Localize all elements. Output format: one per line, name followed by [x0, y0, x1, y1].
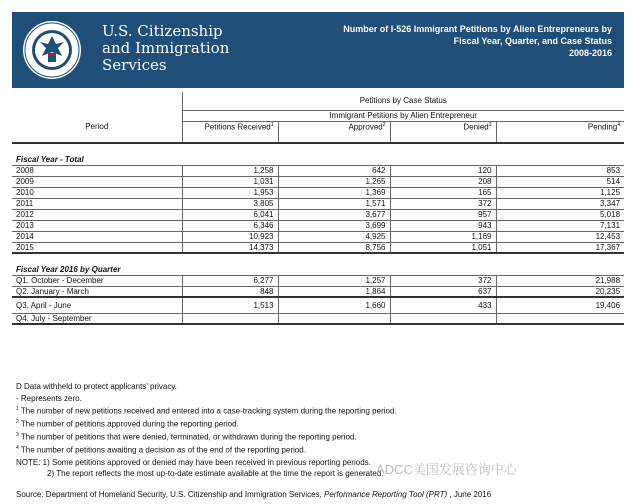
cell: 6,277	[182, 275, 278, 286]
cell: 1,953	[182, 187, 278, 198]
table-row	[12, 275, 624, 286]
cell: 21,988	[496, 275, 624, 286]
cell: 19,406	[496, 297, 624, 313]
footnote: $^3$ The number of petitions that were denied, terminated, or withdrawn during the reporting period.	[16, 432, 357, 442]
cell: 17,367	[496, 242, 624, 253]
agency-line: U.S. Citizenship	[102, 22, 223, 40]
title-line: 2008-2016	[568, 48, 612, 58]
row-label: Q3. April - June	[12, 297, 182, 313]
cell: 5,018	[496, 209, 624, 220]
cell: 6,041	[182, 209, 278, 220]
cell: 957	[390, 209, 496, 220]
cell: 433	[390, 297, 496, 313]
cell: 165	[390, 187, 496, 198]
column-header: Approved$^2$	[278, 121, 390, 132]
note-2: 2) The report reflects the most up-to-date estimate available at the time the report is generated.	[47, 469, 384, 479]
title-line: Number of I-526 Immigrant Petitions by Alien Entrepreneurs by	[343, 24, 612, 34]
cell: 1,125	[496, 187, 624, 198]
cell: 1,513	[182, 297, 278, 313]
table-row	[12, 187, 624, 198]
cell: 1,031	[182, 176, 278, 187]
note-zero: - Represents zero.	[16, 393, 82, 403]
table-row	[12, 165, 624, 176]
agency-line: and Immigration	[102, 39, 230, 57]
table-row	[12, 297, 624, 313]
cell: 1,265	[278, 176, 390, 187]
table-row	[12, 198, 624, 209]
cell: 853	[496, 165, 624, 176]
period-header: Period	[85, 122, 109, 131]
section-heading: Fiscal Year 2016 by Quarter	[12, 264, 624, 275]
cell	[182, 313, 278, 324]
column-header: Denied$^3$	[390, 121, 496, 132]
section-heading: Fiscal Year - Total	[12, 154, 624, 165]
row-label: Q1. October - December	[12, 275, 182, 286]
cell: 1,257	[278, 275, 390, 286]
cell: 12,453	[496, 231, 624, 242]
table-row	[12, 209, 624, 220]
cell: 1,660	[278, 297, 390, 313]
cell: 3,699	[278, 220, 390, 231]
footnote: $^2$ The number of petitions approved during the reporting period.	[16, 419, 239, 429]
group-header: Petitions by Case Status	[182, 92, 624, 110]
cell	[496, 313, 624, 324]
sub-header: Immigrant Petitions by Alien Entrepreneur	[182, 110, 624, 121]
cell: 7,131	[496, 220, 624, 231]
row-label: 2014	[12, 231, 182, 242]
cell: 208	[390, 176, 496, 187]
report-title	[312, 23, 612, 59]
row-label: 2010	[12, 187, 182, 198]
cell: 943	[390, 220, 496, 231]
cell: 1,864	[278, 286, 390, 297]
row-label: 2009	[12, 176, 182, 187]
footnote: $^4$ The number of petitions awaiting a decision as of the end of the reporting period.	[16, 445, 306, 456]
cell: 372	[390, 198, 496, 209]
cell: 1,258	[182, 165, 278, 176]
table-row	[12, 176, 624, 187]
column-header: Pending$^4$	[496, 121, 624, 132]
footnote: $^1$ The number of new petitions received and entered into a case-tracking system during the reporting period.	[16, 406, 397, 416]
row-label: Q4. July - September	[12, 313, 182, 324]
cell: 372	[390, 275, 496, 286]
cell: 4,925	[278, 231, 390, 242]
cell	[390, 313, 496, 324]
cell: 1,369	[278, 187, 390, 198]
column-header: Petitions Received$^1$	[182, 121, 278, 132]
row-label: 2013	[12, 220, 182, 231]
title-line: Fiscal Year, Quarter, and Case Status	[453, 36, 612, 46]
cell: 1,051	[390, 242, 496, 253]
petitions-table	[12, 92, 624, 325]
cell: 1,169	[390, 231, 496, 242]
note-1: NOTE: 1) Some petitions approved or denied may have been received in previous reporting periods.	[16, 457, 371, 467]
row-label: Q2. January - March	[12, 286, 182, 297]
agency-line: Services	[102, 56, 167, 74]
row-label: 2015	[12, 242, 182, 253]
row-label: 2008	[12, 165, 182, 176]
table-row	[12, 231, 624, 242]
cell	[278, 313, 390, 324]
table-row	[12, 313, 624, 324]
cell: 3,347	[496, 198, 624, 209]
cell: 848	[182, 286, 278, 297]
agency-name	[102, 23, 229, 74]
row-label: 2011	[12, 198, 182, 209]
footnotes	[16, 381, 624, 480]
cell: 3,805	[182, 198, 278, 209]
table-row	[12, 220, 624, 231]
cell: 637	[390, 286, 496, 297]
cell: 642	[278, 165, 390, 176]
table-row	[12, 286, 624, 297]
note-withheld: D Data withheld to protect applicants' privacy.	[16, 382, 178, 391]
cell: 1,571	[278, 198, 390, 209]
cell: 514	[496, 176, 624, 187]
cell: 120	[390, 165, 496, 176]
cell: 8,756	[278, 242, 390, 253]
cell: 3,677	[278, 209, 390, 220]
header-banner	[12, 12, 624, 88]
dhs-seal-icon	[22, 20, 82, 80]
table-row	[12, 242, 624, 253]
source-line: Source: Department of Homeland Security, U.S. Citizenship and Immigration Services, Performance Reporting Tool (PRT) , June 2016	[16, 490, 492, 499]
watermark: ADCC美国发展咨询中心	[376, 462, 517, 477]
cell: 6,346	[182, 220, 278, 231]
cell: 14,373	[182, 242, 278, 253]
row-label: 2012	[12, 209, 182, 220]
cell: 10,923	[182, 231, 278, 242]
cell: 20,235	[496, 286, 624, 297]
